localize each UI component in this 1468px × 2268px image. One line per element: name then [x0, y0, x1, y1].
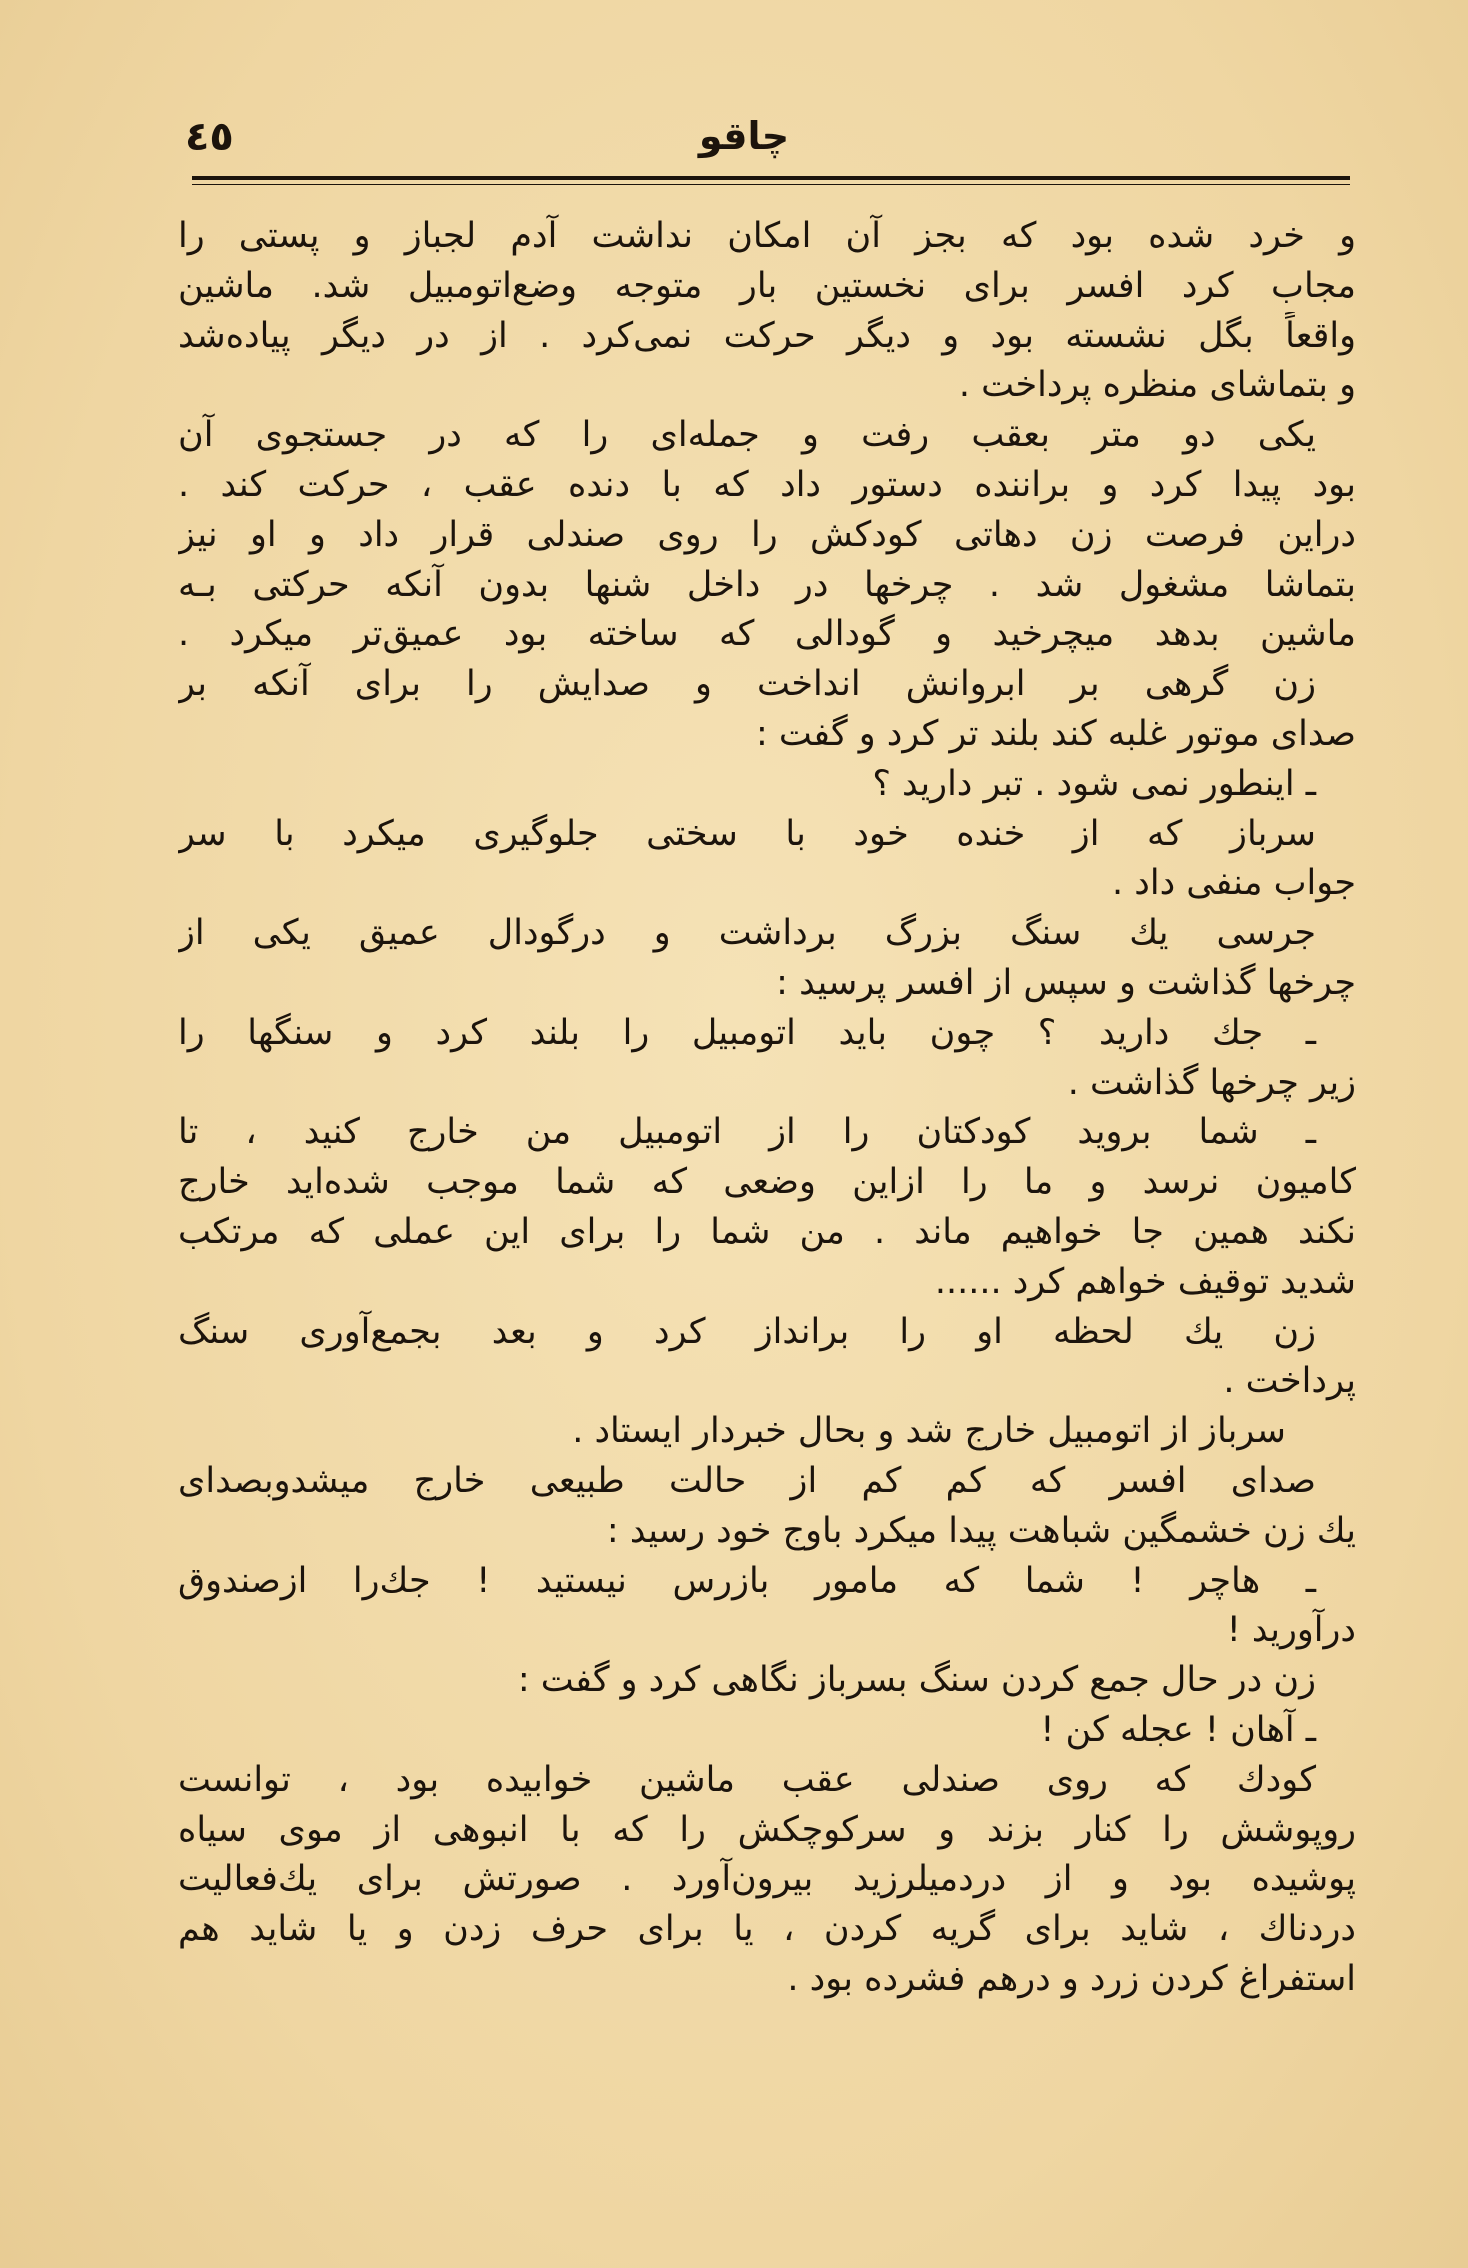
text-line: زن گرهی بر ابروانش انداخت و صدایش را برای آنکه بر — [178, 664, 1316, 705]
text-line: درآورید ! — [1226, 1610, 1356, 1651]
text-line: جرسی یك سنگ بزرگ برداشت و درگودال عمیق یکی از — [178, 913, 1316, 954]
text-line: سرباز از اتومبیل خارج شد و بحال خبردار ایستاد . — [572, 1411, 1286, 1452]
text-line: ـ شما بروید کودکتان را از اتومبیل من خارج کنید ، تا — [178, 1112, 1316, 1153]
text-line: یك زن خشمگین شباهت پیدا میکرد باوج خود رسید : — [606, 1510, 1356, 1551]
text-line: بود پیدا کرد و براننده دستور داد که با دنده عقب ، حرکت کند . — [178, 464, 1356, 505]
text-line: ـ جك دارید ؟ چون باید اتومبیل را بلند کرد و سنگها را — [178, 1012, 1316, 1053]
page-number: ٤٥ — [185, 114, 234, 160]
text-line: زیر چرخها گذاشت . — [1067, 1062, 1356, 1103]
text-line: ـ اینطور نمی شود . تبر دارید ؟ — [872, 763, 1316, 804]
text-line: زن یك لحظه او را برانداز کرد و بعد بجمع‌آوری سنگ — [178, 1311, 1316, 1352]
header-rule-thick — [192, 176, 1350, 180]
text-line: صدای افسر که کم کم از حالت طبیعی خارج میشدوبصدای — [178, 1460, 1316, 1501]
page-header — [185, 108, 1348, 168]
text-line: دراین فرصت زن دهاتی کودکش را روی صندلی قرار داد و او نیز — [178, 514, 1356, 555]
text-line: چرخها گذاشت و سپس از افسر پرسید : — [776, 962, 1356, 1003]
text-line: یکی دو متر بعقب رفت و جمله‌ای را که در جستجوی آن — [178, 415, 1316, 456]
running-title: چاقو — [698, 114, 790, 158]
text-line: استفراغ کردن زرد و درهم فشرده بود . — [787, 1958, 1356, 1999]
text-line: دردناك ، شاید برای گریه کردن ، یا برای حرف زدن و یا شاید هم — [178, 1909, 1356, 1950]
body-text — [178, 212, 1356, 2005]
text-line: نکند همین جا خواهیم ماند . من شما را برای این عملی که مرتکب — [178, 1211, 1356, 1252]
text-line: مجاب کرد افسر برای نخستین بار متوجه وضع‌اتومبیل شد. ماشین — [178, 265, 1356, 306]
text-line: سرباز که از خنده خود با سختی جلوگیری میکرد با سر — [178, 813, 1316, 854]
text-line: روپوشش را کنار بزند و سرکوچکش را که با انبوهی از موی سیاه — [178, 1809, 1356, 1850]
text-line: شدید توقیف خواهم کرد ...... — [934, 1261, 1356, 1302]
text-line: صدای موتور غلبه کند بلند تر کرد و گفت : — [755, 713, 1356, 754]
text-line: کامیون نرسد و ما را ازاین وضعی که شما موجب شده‌اید خارج — [178, 1162, 1356, 1203]
text-line: کودك که روی صندلی عقب ماشین خوابیده بود ، توانست — [178, 1759, 1316, 1800]
text-line: بتماشا مشغول شد . چرخها در داخل شنها بدون آنکه حرکتی بـه — [178, 564, 1356, 605]
text-line: واقعاً بگل نشسته بود و دیگر حرکت نمی‌کرد . از در دیگر پیاده‌شد — [178, 315, 1356, 356]
text-line: ماشین بدهد میچرخید و گودالی که ساخته بود عمیق‌تر میکرد . — [178, 614, 1356, 655]
text-line: و بتماشای منظره پرداخت . — [958, 365, 1356, 406]
text-line: و خرد شده بود که بجز آن امکان نداشت آدم لجباز و پستی را — [178, 216, 1356, 256]
text-line: پوشیده بود و از دردمیلرزید بیرون‌آورد . صورتش برای یك‌فعالیت — [178, 1859, 1356, 1900]
text-line: ـ هاچر ! شما که مامور بازرس نیستید ! جك‌را ازصندوق — [178, 1560, 1316, 1601]
text-line: زن در حال جمع کردن سنگ بسرباز نگاهی کرد و گفت : — [517, 1660, 1316, 1701]
header-rule-thin — [192, 184, 1350, 185]
text-line: ـ آهان ! عجله کن ! — [1040, 1709, 1316, 1750]
text-line: جواب منفی داد . — [1112, 863, 1356, 904]
text-line: پرداخت . — [1223, 1361, 1356, 1402]
